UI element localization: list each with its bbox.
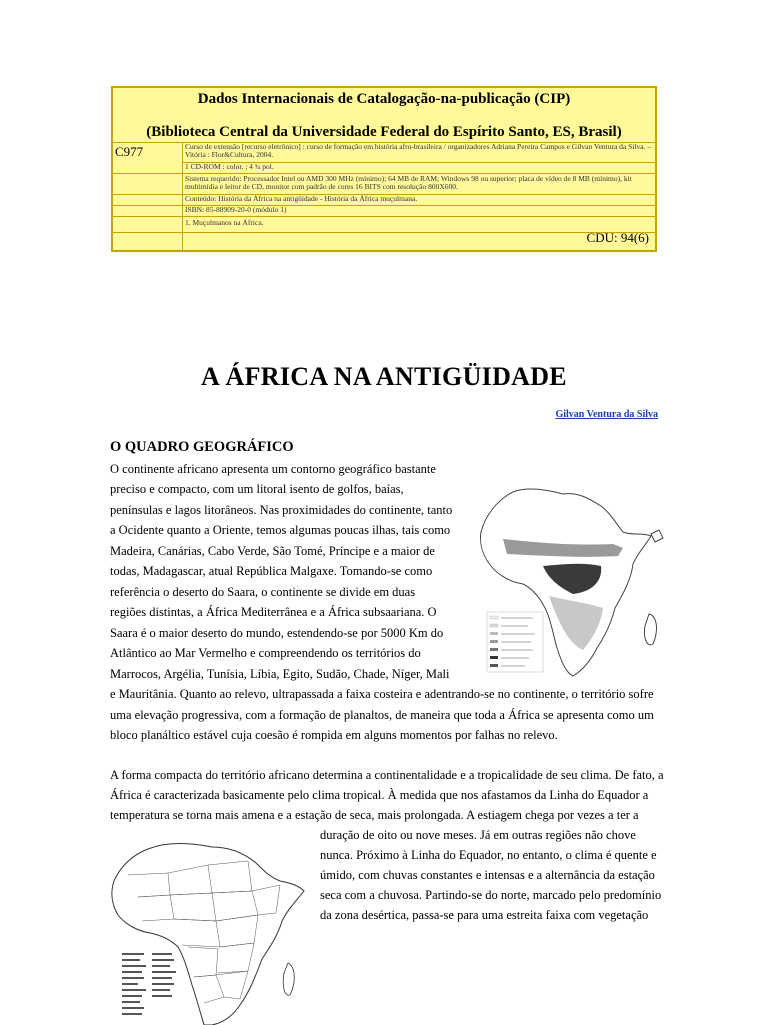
text-line: da zona desértica, passa-se para uma estreita faixa com vegetação [320,908,649,922]
cip-row: ISBN: 85-88909-20-0 (módulo 1) [185,206,287,214]
text-line: Marrocos, Argélia, Tunísia, Líbia, Egito, Sudão, Chade, Níger, Mali [110,667,450,681]
section-heading: O QUADRO GEOGRÁFICO [110,439,294,455]
cip-library: (Biblioteca Central da Universidade Federal do Espírito Santo, ES, Brasil) [146,124,622,140]
text-line: todas, Madagascar, atual República Malgaxe. Tomando-se como [110,564,433,578]
africa-political-map [108,835,308,1025]
text-line: bloco planáltico estável cuja coesão é rompida em alguns momentos por falhas no relevo. [110,728,558,742]
text-line: Madeira, Canárias, Cabo Verde, São Tomé, Príncipe e a maior de [110,544,435,558]
text-line: regiões distintas, a África Mediterrânea e a África subsaariana. O [110,605,437,619]
cip-row: Curso de extensão [recurso eletrônico] : curso de formação em história afro-brasileira / organizadores Adriana Pereira Campos e Gilvan Ventura da Silva. – Vitória : Flor&Cultura, 2004. [185,143,652,159]
text-line: O continente africano apresenta um contorno geográfico bastante [110,462,436,476]
text-line: duração de oito ou nove meses. Já em outras regiões não chove [320,828,636,842]
text-line: nunca. Próximo à Linha do Equador, no entanto, o clima é quente e [320,848,657,862]
cip-row: 1. Muçulmanos na África. [185,219,264,227]
text-line: seca com a chuvosa. Partindo-se do norte, marcado pelo predomínio [320,888,662,902]
africa-climate-map [473,484,666,684]
cip-catalog-box [111,86,657,252]
cip-row: Conteúdo: História da África na antigüidade - História da África muçulmana. [185,195,418,203]
cip-row: Sistema requerido: Processador Intel ou AMD 300 MHz (mínimo); 64 MB de RAM; Windows 98 ou superior; placa de vídeo de 8 MB (mínimo), kit multimídia e leitor de CD, monitor com padrão de cores 16 BITS com resolução 800X600. [185,175,632,191]
cip-column-divider [182,142,183,252]
text-line: Saara é o maior deserto do mundo, estendendo-se por 5000 Km do [110,626,444,640]
cip-divider [113,232,655,233]
text-line: Atlântico ao Mar Vermelho e compreendendo os territórios do [110,646,421,660]
cip-call-number: C977 [115,144,144,159]
page-title: A ÁFRICA NA ANTIGÜIDADE [201,362,567,391]
text-line: a Ocidente quanto a Oriente, temos algumas poucas ilhas, tais como [110,523,451,537]
text-line: penínsulas e lagos litorâneos. Nas proximidades do continente, tanto [110,503,453,517]
author-link[interactable]: Gilvan Ventura da Silva [555,409,658,420]
text-line: A forma compacta do território africano determina a continentalidade e a tropicalidade de seu clima. De fato, a [110,768,664,782]
cip-divider [113,173,655,174]
text-line: referência o deserto do Saara, o continente se divide em duas [110,585,416,599]
text-line: e Mauritânia. Quanto ao relevo, ultrapassada a faixa costeira e adentrando-se no continente, o território sofre [110,687,654,701]
text-line: temperatura se torna mais amena e a estação de seca, mais prolongada. A estiagem chega por vezes a ter a [110,808,639,822]
text-line: África é caracterizada basicamente pelo clima tropical. À medida que nos afastamos da Linha do Equador a [110,788,649,802]
cip-heading: Dados Internacionais de Catalogação-na-publicação (CIP) [197,91,571,107]
text-line: uma elevação progressiva, com a formação de planaltos, de maneira que toda a África se apresenta como um [110,708,654,722]
cip-divider [113,216,655,217]
text-line: preciso e compacto, com um litoral isento de golfos, baías, [110,482,404,496]
cip-row: 1 CD-ROM : color. ; 4 ¾ pol. [185,163,274,171]
cip-cdu: CDU: 94(6) [586,230,649,245]
text-line: úmido, com chuvas constantes e intensas e a alternância da estação [320,868,655,882]
